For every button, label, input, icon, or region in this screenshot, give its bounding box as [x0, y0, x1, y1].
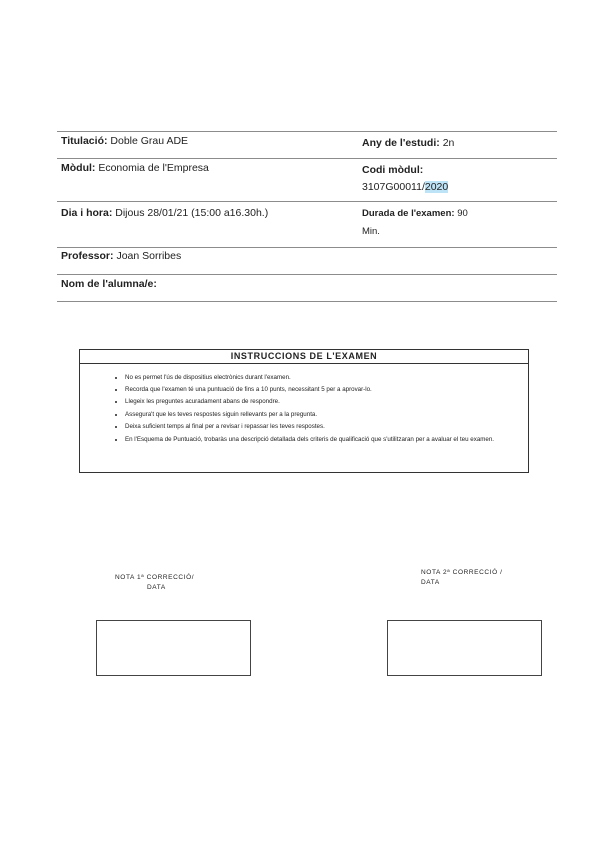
second-correction-line1: NOTA 2ª CORRECCIÓ /: [421, 569, 503, 576]
instructions-list: [80, 372, 528, 444]
instruction-item: • Recorda que l'examen té una puntuació de fins a 10 punts, necessitant 5 per a aprovar-lo.: [125, 384, 528, 396]
row-modul: [57, 158, 557, 201]
titulacio-value: Doble Grau ADE: [110, 135, 189, 147]
first-correction-line1: NOTA 1ª CORRECCIÓ/: [115, 574, 195, 581]
durada-value: 90: [457, 208, 468, 219]
titulacio-cell: [61, 135, 188, 147]
durada-cell: [362, 205, 468, 241]
codi-cell: [362, 162, 448, 196]
second-correction-line2: DATA: [421, 579, 440, 586]
first-correction-line2: DATA: [147, 584, 166, 591]
any-value: 2n: [442, 137, 455, 149]
instruction-item: • Llegeix les preguntes acuradament abans de respondre.: [125, 396, 528, 408]
durada-unit: Min.: [362, 226, 380, 237]
instruction-item: • No es permet l'ús de dispositius electrònics durant l'examen.: [125, 372, 528, 384]
professor-label: Professor:: [61, 250, 114, 262]
any-label: Any de l'estudi:: [362, 137, 440, 149]
row-alumne: [57, 274, 557, 302]
row-professor: [57, 247, 557, 274]
codi-value: [362, 179, 448, 196]
modul-label: Mòdul:: [61, 162, 96, 174]
instruction-item: • En l'Esquema de Puntuació, trobaràs una descripció detallada dels criteris de qualificació que s'utilitzaran per a avaluar el teu examen.: [125, 433, 528, 444]
dia-value: Dijous 28/01/21 (15:00 a16.30h.): [115, 207, 269, 219]
instruction-item: • Deixa suficient temps al final per a revisar i repassar les teves respostes.: [125, 421, 528, 433]
durada-label: Durada de l'examen:: [362, 208, 455, 219]
row-dia: [57, 201, 557, 247]
alumne-label: Nom de l'alumna/e:: [61, 278, 157, 290]
codi-value-highlight: 2020: [424, 181, 449, 193]
any-cell: [362, 135, 454, 152]
first-correction-box[interactable]: [96, 620, 251, 676]
alumne-cell: [61, 278, 157, 290]
first-correction-label: [115, 573, 194, 593]
codi-value-main: 3107G00011/: [362, 181, 425, 193]
dia-cell: [61, 207, 268, 219]
second-correction-label: [421, 568, 503, 588]
codi-label: Codi mòdul:: [362, 164, 424, 176]
instructions-box: [79, 349, 529, 473]
instructions-title: INSTRUCCIONS DE L'EXAMEN: [80, 350, 528, 364]
exam-header-table: [57, 131, 557, 302]
second-correction-box[interactable]: [387, 620, 542, 676]
instruction-item: • Assegura't que les teves respostes siguin rellevants per a la pregunta.: [125, 409, 528, 421]
dia-label: Dia i hora:: [61, 207, 113, 219]
titulacio-label: Titulació:: [61, 135, 108, 147]
row-titulacio: [57, 131, 557, 158]
professor-cell: [61, 250, 181, 262]
modul-cell: [61, 162, 209, 174]
professor-value: Joan Sorribes: [116, 250, 182, 262]
modul-value: Economia de l'Empresa: [98, 162, 209, 174]
